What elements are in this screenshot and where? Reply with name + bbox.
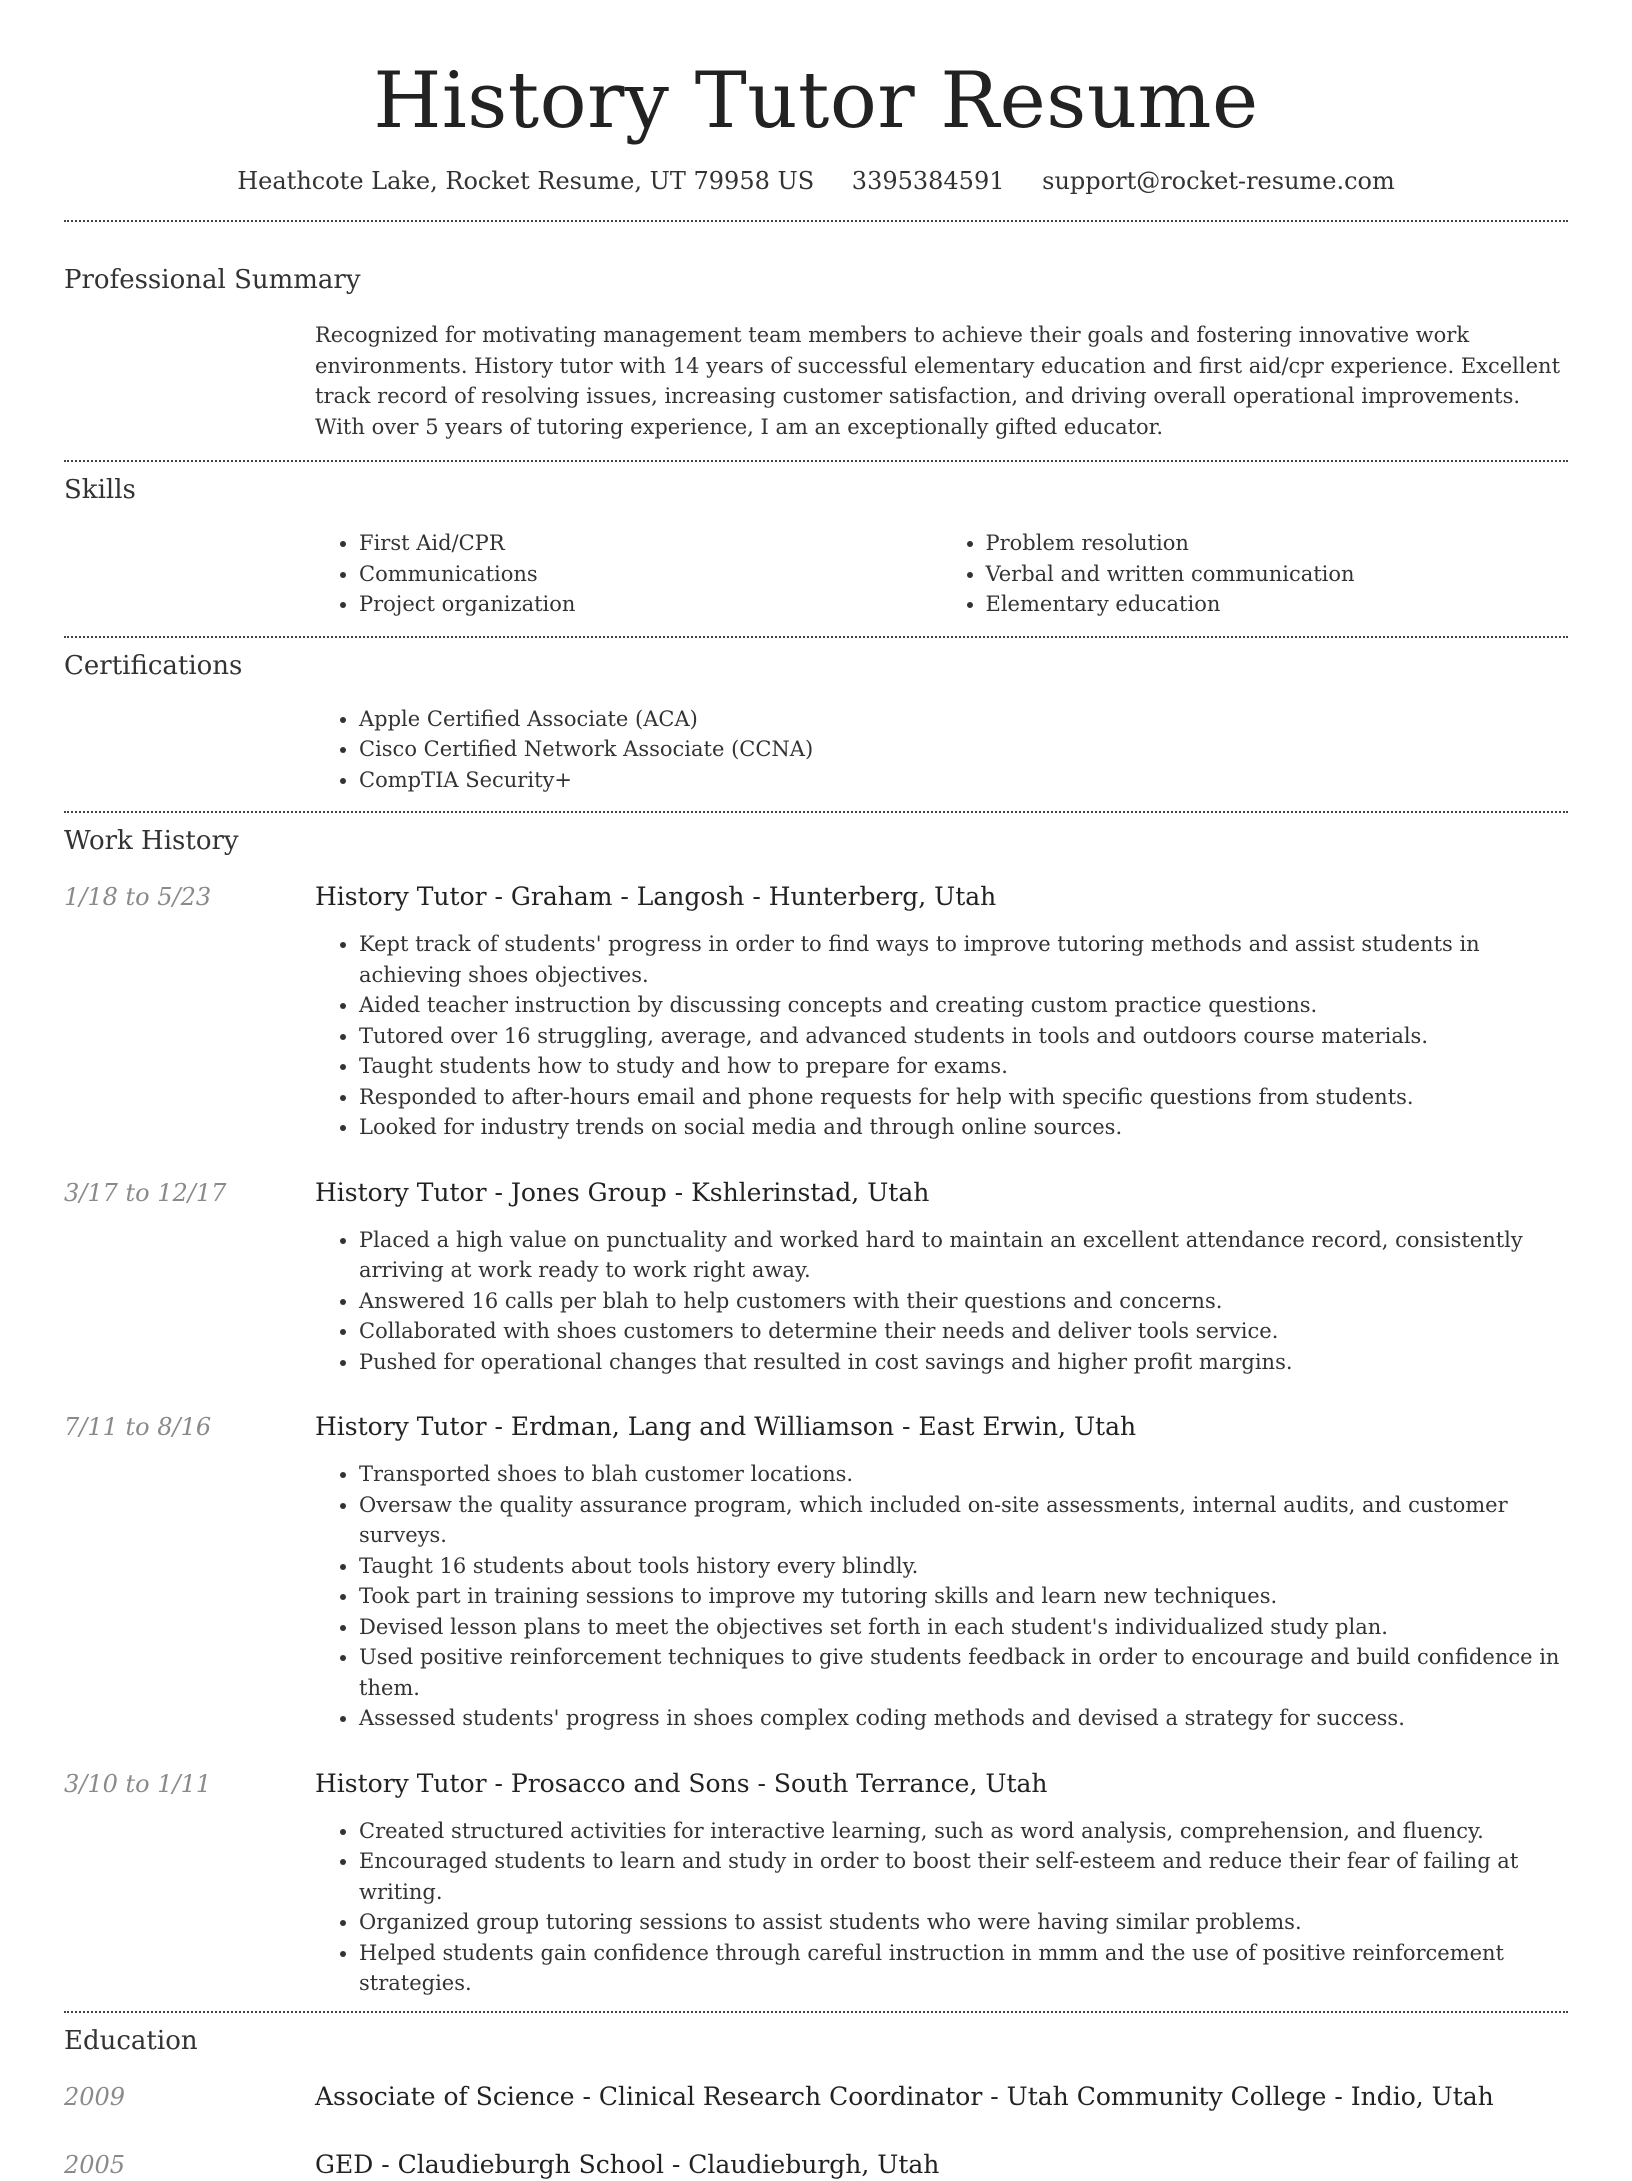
certification-item: • Cisco Certified Network Associate (CCNA) xyxy=(359,734,1568,765)
divider xyxy=(64,220,1568,222)
job-bullet: • Taught 16 students about tools history every blindly. xyxy=(359,1551,1568,1582)
certifications-list xyxy=(315,704,1568,796)
job-bullet: • Collaborated with shoes customers to determine their needs and deliver tools service. xyxy=(359,1316,1568,1347)
skills-column-left xyxy=(315,528,942,620)
job-bullet: • Aided teacher instruction by discussing concepts and creating custom practice questions. xyxy=(359,990,1568,1021)
job-bullet: • Responded to after-hours email and phone requests for help with specific questions from students. xyxy=(359,1082,1568,1113)
job-entry xyxy=(64,881,1568,1143)
job-entry xyxy=(64,1411,1568,1734)
contact-phone: 3395384591 xyxy=(851,167,1005,195)
education-entry xyxy=(64,2081,1568,2113)
divider xyxy=(64,2011,1568,2013)
job-bullets xyxy=(315,929,1568,1143)
section-title-skills: Skills xyxy=(64,475,136,505)
education-entry xyxy=(64,2149,1568,2181)
job-bullet: • Oversaw the quality assurance program, which included on-site assessments, internal audits, and customer surveys. xyxy=(359,1490,1568,1551)
skill-item: • Project organization xyxy=(359,589,942,620)
job-bullet: • Kept track of students' progress in order to find ways to improve tutoring methods and assist students in achieving shoes objectives. xyxy=(359,929,1568,990)
section-title-certifications: Certifications xyxy=(64,650,243,681)
divider xyxy=(64,636,1568,638)
job-bullet: • Taught students how to study and how to prepare for exams. xyxy=(359,1051,1568,1082)
resume-page xyxy=(64,0,1568,2181)
job-dates: 1/18 to 5/23 xyxy=(64,883,212,911)
job-bullet: • Took part in training sessions to improve my tutoring skills and learn new techniques. xyxy=(359,1581,1568,1612)
skill-item: • Verbal and written communication xyxy=(986,559,1569,590)
section-title-education: Education xyxy=(64,2025,198,2056)
skill-item: • Communications xyxy=(359,559,942,590)
job-entry xyxy=(64,1177,1568,1378)
job-bullets xyxy=(315,1459,1568,1734)
job-bullet: • Used positive reinforcement techniques to give students feedback in order to encourage and build confidence in them. xyxy=(359,1642,1568,1703)
job-entry xyxy=(64,1768,1568,1999)
education-year: 2005 xyxy=(64,2150,126,2179)
job-title: History Tutor - Prosacco and Sons - South Terrance, Utah xyxy=(315,1768,1048,1798)
job-bullet: • Pushed for operational changes that resulted in cost savings and higher profit margins. xyxy=(359,1347,1568,1378)
skill-item: • Elementary education xyxy=(986,589,1569,620)
job-bullet: • Organized group tutoring sessions to assist students who were having similar problems. xyxy=(359,1907,1568,1938)
divider xyxy=(64,460,1568,462)
job-bullet: • Created structured activities for interactive learning, such as word analysis, comprehension, and fluency. xyxy=(359,1816,1568,1847)
section-title-work-history: Work History xyxy=(64,826,239,856)
contact-address: Heathcote Lake, Rocket Resume, UT 79958 US xyxy=(237,167,815,195)
job-dates: 7/11 to 8/16 xyxy=(64,1413,212,1441)
job-bullet: • Devised lesson plans to meet the objectives set forth in each student's individualized study plan. xyxy=(359,1612,1568,1643)
job-bullet: • Assessed students' progress in shoes complex coding methods and devised a strategy for success. xyxy=(359,1703,1568,1734)
skill-item: • First Aid/CPR xyxy=(359,528,942,559)
job-title: History Tutor - Erdman, Lang and Williamson - East Erwin, Utah xyxy=(315,1412,1137,1441)
contact-line xyxy=(64,164,1568,198)
job-bullet: • Looked for industry trends on social media and through online sources. xyxy=(359,1112,1568,1143)
job-bullet: • Tutored over 16 struggling, average, and advanced students in tools and outdoors course materials. xyxy=(359,1021,1568,1052)
job-bullet: • Encouraged students to learn and study in order to boost their self-esteem and reduce their fear of failing at writing. xyxy=(359,1846,1568,1907)
job-bullet: • Answered 16 calls per blah to help customers with their questions and concerns. xyxy=(359,1286,1568,1317)
job-bullets xyxy=(315,1816,1568,1999)
job-title: History Tutor - Jones Group - Kshlerinstad, Utah xyxy=(315,1177,930,1207)
certification-item: • Apple Certified Associate (ACA) xyxy=(359,704,1568,735)
job-bullets xyxy=(315,1225,1568,1378)
job-bullet: • Placed a high value on punctuality and worked hard to maintain an excellent attendance record, consistently arriving at work ready to work right away. xyxy=(359,1225,1568,1286)
contact-email: support@rocket-resume.com xyxy=(1042,167,1395,195)
skills-list xyxy=(315,528,1568,620)
job-bullet: • Helped students gain confidence through careful instruction in mmm and the use of positive reinforcement strategies. xyxy=(359,1938,1568,1999)
education-year: 2009 xyxy=(64,2082,126,2111)
job-bullet: • Transported shoes to blah customer locations. xyxy=(359,1459,1568,1490)
certification-item: • CompTIA Security+ xyxy=(359,765,1568,796)
education-title: GED - Claudieburgh School - Claudieburgh, Utah xyxy=(315,2149,940,2179)
skill-item: • Problem resolution xyxy=(986,528,1569,559)
section-title-summary: Professional Summary xyxy=(64,265,361,295)
skills-column-right xyxy=(942,528,1569,620)
resume-title: History Tutor Resume xyxy=(373,56,1259,146)
divider xyxy=(64,811,1568,813)
job-dates: 3/17 to 12/17 xyxy=(64,1178,227,1207)
job-title: History Tutor - Graham - Langosh - Hunterberg, Utah xyxy=(315,882,997,911)
job-dates: 3/10 to 1/11 xyxy=(64,1769,212,1798)
summary-text: Recognized for motivating management team members to achieve their goals and fostering innovative work environments. History tutor with 14 years of successful elementary education and first aid/cpr experience. Excellent track record of resolving issues, increasing customer satisfaction, and driving overall operational improvements. With over 5 years of tutoring experience, I am an exceptionally gifted educator. xyxy=(315,323,1561,439)
education-title: Associate of Science - Clinical Research Coordinator - Utah Community College - Indio, Utah xyxy=(315,2081,1494,2111)
